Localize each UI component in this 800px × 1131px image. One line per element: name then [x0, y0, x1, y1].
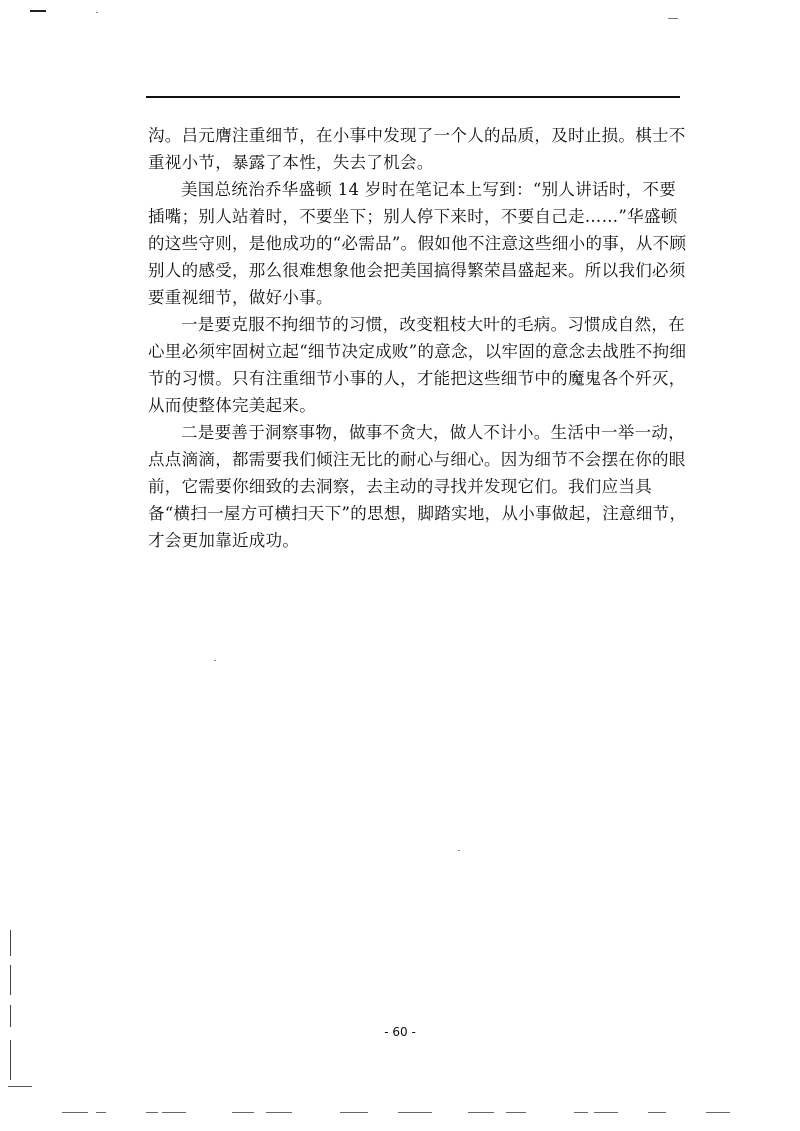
scan-dash [706, 1112, 730, 1113]
binding-edge-line [10, 1040, 11, 1080]
scan-dash [506, 1112, 526, 1113]
document-body [148, 122, 688, 554]
paragraph-point-one: 一是要克服不拘细节的习惯，改变粗枝大叶的毛病。习惯成自然，在心里必须牢固树立起“细节决定成败”的意念，以牢固的意念去战胜不拘细节的习惯。只有注重细节小事的人，才能把这些细节中的魔鬼各个歼灭，从而使整体完美起来。 [148, 315, 687, 415]
binding-edge-line [10, 1005, 11, 1027]
scan-dash [162, 1112, 186, 1113]
scan-dash [232, 1112, 254, 1113]
page-number: - 60 - [384, 1025, 416, 1039]
paragraph-continuation: 沟。吕元膺注重细节，在小事中发现了一个人的品质，及时止损。棋士不重视小节，暴露了本性，失去了机会。 [148, 126, 686, 172]
paragraph-washington: 美国总统治乔华盛顿 14 岁时在笔记本上写到：“别人讲话时，不要插嘴；别人站着时，不要坐下；别人停下来时，不要自己走……”华盛顿的这些守则，是他成功的“必需品”。假如他不注意这些细小的事，从不顾别人的感受，那么很难想象他会把美国搞得繁荣昌盛起来。所以我们必须要重视细节，做好小事。 [148, 180, 687, 307]
scan-dash [62, 1112, 88, 1113]
scan-dash [594, 1112, 618, 1113]
scan-dash [398, 1112, 432, 1113]
scan-dash [146, 1112, 158, 1113]
scan-mark-bottom-left [8, 1086, 32, 1087]
header-rule [146, 96, 680, 98]
scan-dash [96, 1112, 106, 1113]
scan-dash [266, 1112, 292, 1113]
scan-mark-top-left [30, 10, 46, 12]
scan-dash [340, 1112, 368, 1113]
binding-edge-line [10, 930, 11, 956]
binding-edge-line [10, 965, 11, 995]
scan-mark-top-right [668, 18, 678, 19]
scan-dash [648, 1112, 666, 1113]
scan-dash [468, 1112, 494, 1113]
scan-dash [574, 1112, 588, 1113]
scan-speck [214, 660, 216, 661]
scan-speck [458, 850, 460, 851]
scan-speck [96, 12, 98, 13]
paragraph-point-two: 二是要善于洞察事物，做事不贪大，做人不计小。生活中一举一动，点点滴滴，都需要我们倾注无比的耐心与细心。因为细节不会摆在你的眼前，它需要你细致的去洞察，去主动的寻找并发现它们。我们应当具备“横扫一屋方可横扫天下”的思想，脚踏实地，从小事做起，注意细节，才会更加靠近成功。 [148, 423, 687, 550]
